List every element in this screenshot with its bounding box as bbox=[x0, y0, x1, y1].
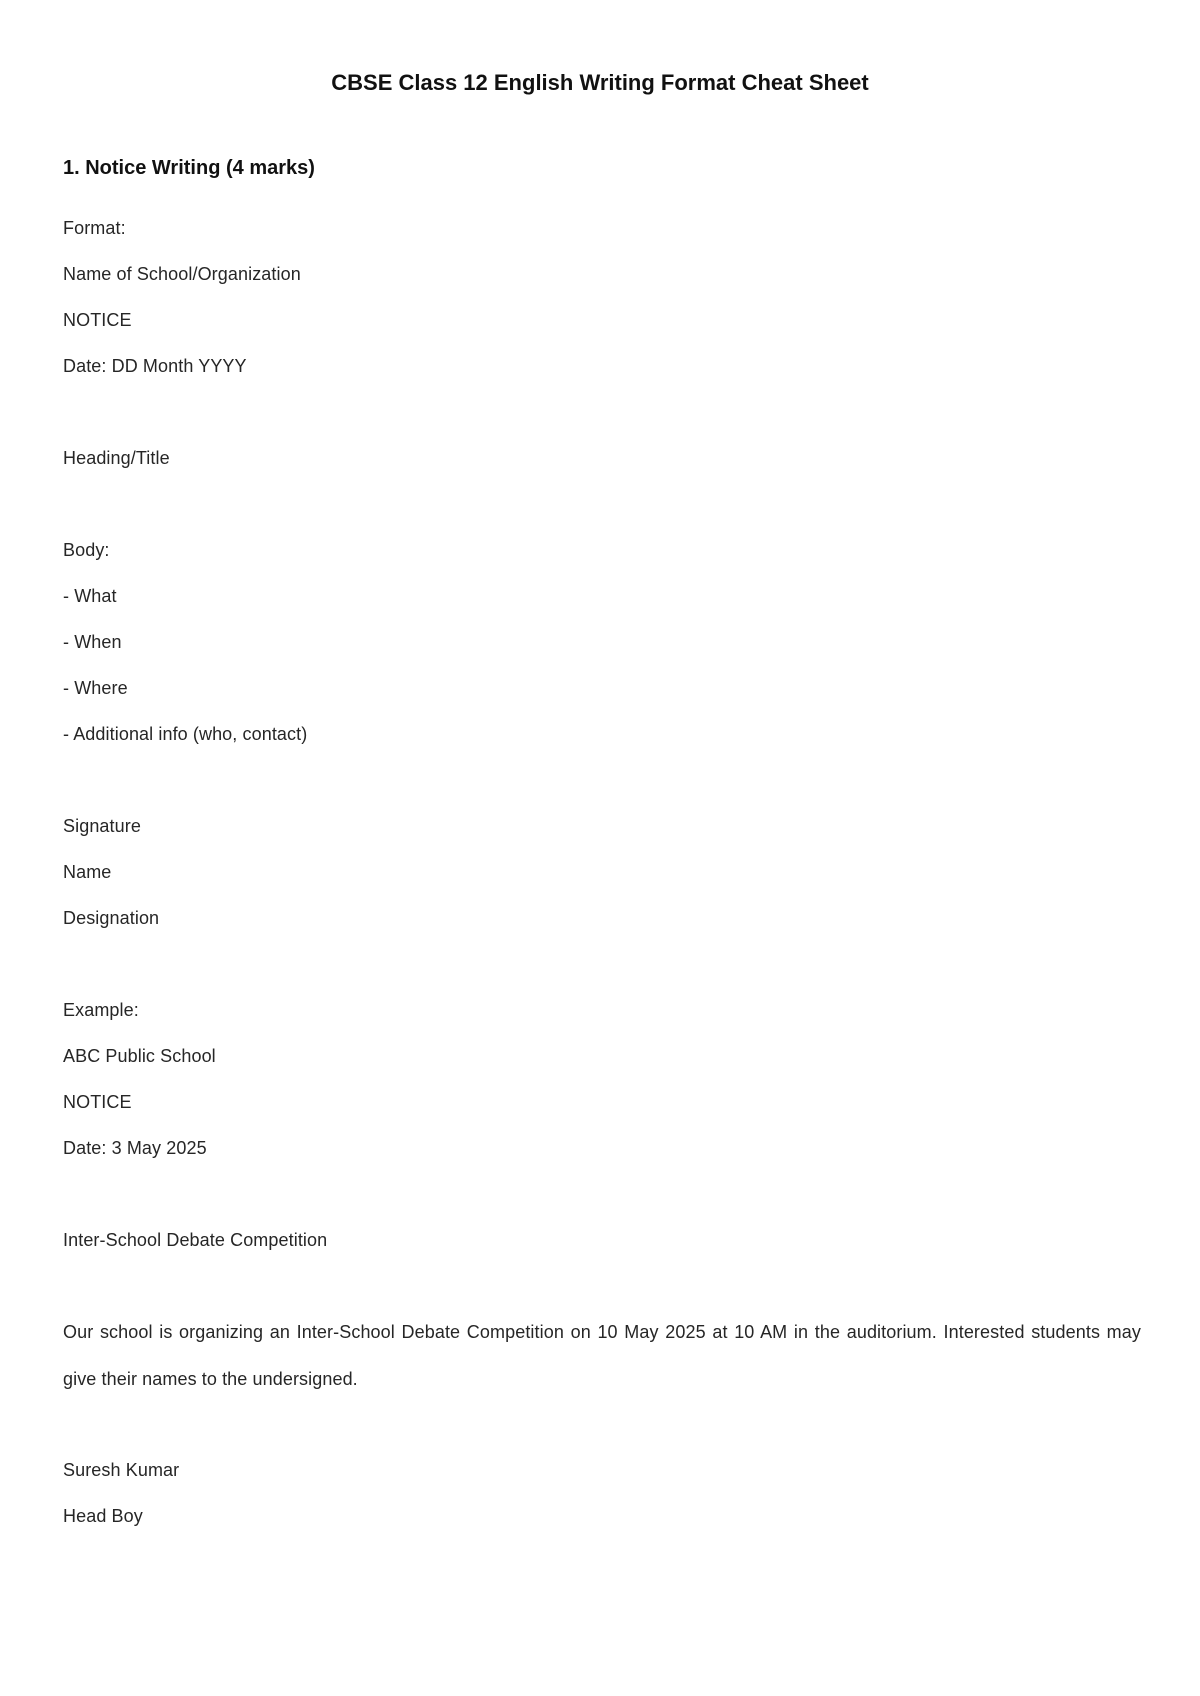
example-notice: NOTICE bbox=[63, 1092, 132, 1112]
format-line-body: Body: bbox=[63, 540, 110, 560]
format-line-designation: Designation bbox=[63, 908, 160, 928]
example-label: Example: bbox=[63, 1000, 139, 1020]
format-label: Format: bbox=[63, 218, 126, 238]
format-line-where: - Where bbox=[63, 678, 128, 698]
example-date: Date: 3 May 2025 bbox=[63, 1138, 207, 1158]
format-line-school-name: Name of School/Organization bbox=[63, 264, 301, 284]
example-heading: Inter-School Debate Competition bbox=[63, 1230, 328, 1250]
format-line-additional-info: - Additional info (who, contact) bbox=[63, 724, 308, 744]
format-line-name: Name bbox=[63, 862, 112, 882]
format-line-what: - What bbox=[63, 586, 117, 606]
example-body-paragraph: Our school is organizing an Inter-School Debate Competition on 10 May 2025 at 10 AM in the auditorium. Interested students may give their names to the undersigned. bbox=[63, 1322, 1141, 1389]
format-line-date: Date: DD Month YYYY bbox=[63, 356, 247, 376]
format-line-signature: Signature bbox=[63, 816, 141, 836]
document-title: CBSE Class 12 English Writing Format Cheat Sheet bbox=[331, 70, 869, 95]
example-school-name: ABC Public School bbox=[63, 1046, 216, 1066]
example-signatory-designation: Head Boy bbox=[63, 1506, 143, 1526]
format-line-heading: Heading/Title bbox=[63, 448, 170, 468]
section-heading-notice-writing: 1. Notice Writing (4 marks) bbox=[63, 157, 315, 179]
example-signatory-name: Suresh Kumar bbox=[63, 1460, 180, 1480]
format-line-notice: NOTICE bbox=[63, 310, 132, 330]
format-line-when: - When bbox=[63, 632, 122, 652]
